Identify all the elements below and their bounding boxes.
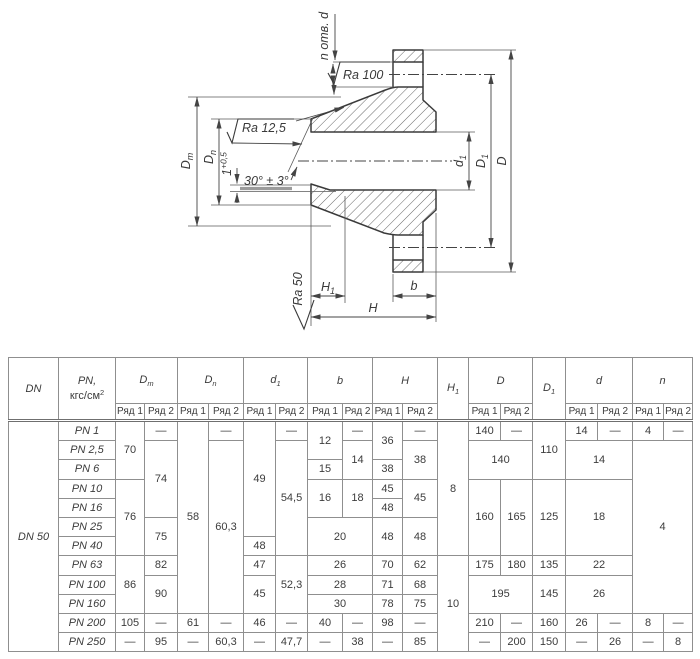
table-cell: 48 [403, 517, 438, 555]
header-cell-b: b [308, 358, 373, 404]
table-cell: 48 [373, 498, 403, 517]
table-row [9, 421, 693, 441]
table-cell: 200 [501, 633, 533, 652]
table-cell: — [469, 633, 501, 652]
table-cell: — [276, 613, 308, 632]
table-cell: 38 [373, 460, 403, 479]
table-cell: 98 [373, 613, 403, 632]
table-cell: PN 200 [59, 613, 116, 632]
header-cell-d1: $D_1$ [533, 358, 566, 421]
table-cell: 8 [438, 421, 469, 556]
table-cell: PN 10 [59, 479, 116, 498]
table-cell: 60,3 [209, 633, 244, 652]
table-cell: 47,7 [276, 633, 308, 652]
table-cell: 75 [145, 517, 178, 555]
header-cell-row1: Ряд 1 [244, 404, 276, 421]
table-cell: 210 [469, 613, 501, 632]
table-cell: — [343, 613, 373, 632]
table-cell: 14 [566, 441, 633, 479]
label-H1: $H_1$ [320, 280, 336, 296]
header-cell-row1: Ряд 1 [469, 404, 501, 421]
header-cell-row2: Ряд 2 [343, 404, 373, 421]
table-cell: PN 160 [59, 594, 116, 613]
table-cell: — [633, 633, 664, 652]
table-cell: — [209, 613, 244, 632]
label-Dm: $D_m$ [179, 152, 195, 170]
table-cell: 140 [469, 421, 501, 441]
table-cell: 14 [566, 421, 598, 441]
bevel-construction-line [288, 118, 313, 172]
table-cell: 38 [343, 633, 373, 652]
table-cell: 60,3 [209, 441, 244, 614]
header-cell-dm: $D_m$ [116, 358, 178, 404]
table-cell: — [178, 633, 209, 652]
table-cell: — [116, 633, 145, 652]
header-cell-row2: Ряд 2 [209, 404, 244, 421]
table-row [9, 479, 693, 498]
table-cell: 75 [403, 594, 438, 613]
table-cell: — [276, 421, 308, 441]
table-cell: 45 [403, 479, 438, 517]
table-cell: 145 [533, 575, 566, 613]
drawing-labels [179, 11, 509, 315]
header-cell-row2: Ряд 2 [598, 404, 633, 421]
table-cell: — [343, 421, 373, 441]
flange-bottom-rim [393, 260, 423, 272]
label-Dn: $D_n$ [202, 149, 218, 165]
table-cell: PN 63 [59, 556, 116, 575]
header-cell-pn: PN, кгс/$см^2$ [59, 358, 116, 421]
table-row [9, 613, 693, 632]
header-cell-row2: Ряд 2 [664, 404, 693, 421]
table-row [9, 441, 693, 460]
table-cell: 74 [145, 441, 178, 518]
flange-top-rim [393, 50, 423, 62]
header-cell-dn: DN [9, 358, 59, 421]
label-angle: 30° ± 3° [244, 174, 289, 188]
table-cell: 78 [373, 594, 403, 613]
table-cell: 58 [178, 421, 209, 614]
table-cell: 48 [373, 517, 403, 555]
table-cell: 26 [308, 556, 373, 575]
table-cell: 18 [343, 479, 373, 517]
table-cell: 18 [566, 479, 633, 556]
table-cell: 49 [244, 421, 276, 537]
header-cell-row2: Ряд 2 [403, 404, 438, 421]
table-cell: — [403, 613, 438, 632]
table-cell: — [373, 633, 403, 652]
table-cell: 45 [373, 479, 403, 498]
label-H: H [368, 301, 378, 315]
table-cell: 160 [469, 479, 501, 556]
table-cell: 195 [469, 575, 533, 613]
header-cell-d1: $d_1$ [244, 358, 308, 404]
header-cell-row2: Ряд 2 [145, 404, 178, 421]
table-cell: — [501, 613, 533, 632]
table-cell: 70 [373, 556, 403, 575]
table-cell: 26 [598, 633, 633, 652]
label-ra125: Ra 12,5 [242, 121, 286, 135]
table-cell: 125 [533, 479, 566, 556]
table-cell: — [566, 633, 598, 652]
label-n-holes: n отв. d [317, 11, 331, 61]
table-cell: 14 [343, 441, 373, 479]
table-cell: 135 [533, 556, 566, 575]
header-cell-row1: Ряд 1 [116, 404, 145, 421]
label-D: D [495, 156, 509, 166]
table-cell: 47 [244, 556, 276, 575]
label-D1: $D_1$ [474, 153, 490, 169]
table-cell: 85 [403, 633, 438, 652]
table-cell: 16 [308, 479, 343, 517]
angle-leader [291, 167, 297, 180]
table-cell: — [403, 421, 438, 441]
spec-table [8, 357, 693, 652]
table-cell: — [308, 633, 343, 652]
table-cell: PN 2,5 [59, 441, 116, 460]
table-row [9, 633, 693, 652]
table-cell: 30 [308, 594, 373, 613]
table-cell: 22 [566, 556, 633, 575]
table-row [9, 556, 693, 575]
table-cell: 90 [145, 575, 178, 613]
table-cell: 48 [244, 537, 276, 556]
table-cell: PN 25 [59, 517, 116, 536]
header-cell-row1: Ряд 1 [178, 404, 209, 421]
table-row [9, 575, 693, 594]
table-cell: DN 50 [9, 421, 59, 652]
header-cell-row2: Ряд 2 [276, 404, 308, 421]
label-d1: $d_1$ [452, 155, 468, 167]
table-cell: PN 16 [59, 498, 116, 517]
header-cell-n: n [633, 358, 693, 404]
table-cell: 76 [116, 479, 145, 556]
table-cell: 4 [633, 441, 693, 614]
table-cell: — [501, 421, 533, 441]
table-cell: 26 [566, 613, 598, 632]
table-cell: 71 [373, 575, 403, 594]
header-cell-d: d [566, 358, 633, 404]
table-cell: 140 [469, 441, 533, 479]
label-ra100: Ra 100 [343, 68, 384, 82]
table-cell: 82 [145, 556, 178, 575]
table-cell: 26 [566, 575, 633, 613]
header-cell-row1: Ряд 1 [566, 404, 598, 421]
header-cell-row2: Ряд 2 [501, 404, 533, 421]
table-cell: 180 [501, 556, 533, 575]
table-cell: PN 6 [59, 460, 116, 479]
table-cell: 54,5 [276, 441, 308, 556]
table-cell: 15 [308, 460, 343, 479]
table-cell: 46 [244, 613, 276, 632]
table-cell: 36 [373, 421, 403, 460]
table-cell: 8 [633, 613, 664, 632]
table-cell: — [664, 613, 693, 632]
table-cell: 150 [533, 633, 566, 652]
header-cell-d: D [469, 358, 533, 404]
ra125-leader-2 [232, 143, 302, 144]
table-cell: 61 [178, 613, 209, 632]
header-cell-h: H [373, 358, 438, 404]
header-cell-row1: Ряд 1 [373, 404, 403, 421]
label-tolerance: $1^{+0,5}$ [218, 152, 234, 176]
table-cell: 45 [244, 575, 276, 613]
table-cell: 86 [116, 556, 145, 614]
table-cell: — [145, 421, 178, 441]
header-cell-h1: $H_1$ [438, 358, 469, 421]
table-cell: — [664, 421, 693, 441]
table-cell: 70 [116, 421, 145, 480]
header-cell-dn: $D_n$ [178, 358, 244, 404]
table-cell: 95 [145, 633, 178, 652]
table-cell: — [244, 633, 276, 652]
table-cell: 68 [403, 575, 438, 594]
table-cell: 10 [438, 556, 469, 652]
header-cell-row1: Ряд 1 [308, 404, 343, 421]
table-cell: 4 [633, 421, 664, 441]
table-cell: 160 [533, 613, 566, 632]
table-cell: — [145, 613, 178, 632]
flange-upper-section [311, 87, 436, 132]
extension-lines [188, 50, 516, 326]
header-cell-row1: Ряд 1 [633, 404, 664, 421]
label-ra50: Ra 50 [291, 272, 305, 306]
table-cell: 52,3 [276, 556, 308, 614]
table-cell: 175 [469, 556, 501, 575]
table-cell: 105 [116, 613, 145, 632]
table-cell: 165 [501, 479, 533, 556]
table-cell: PN 1 [59, 421, 116, 441]
table-cell: — [598, 613, 633, 632]
table-cell: — [209, 421, 244, 441]
table-cell: PN 100 [59, 575, 116, 594]
table-cell: 28 [308, 575, 373, 594]
table-cell: PN 40 [59, 537, 116, 556]
table-cell: — [598, 421, 633, 441]
table-cell: 40 [308, 613, 343, 632]
table-cell: 110 [533, 421, 566, 480]
table-cell: 8 [664, 633, 693, 652]
table-cell: 38 [403, 441, 438, 479]
table-cell: 20 [308, 517, 373, 555]
table-cell: 12 [308, 421, 343, 460]
table-cell: PN 250 [59, 633, 116, 652]
table-cell: 62 [403, 556, 438, 575]
label-b: b [410, 279, 418, 293]
